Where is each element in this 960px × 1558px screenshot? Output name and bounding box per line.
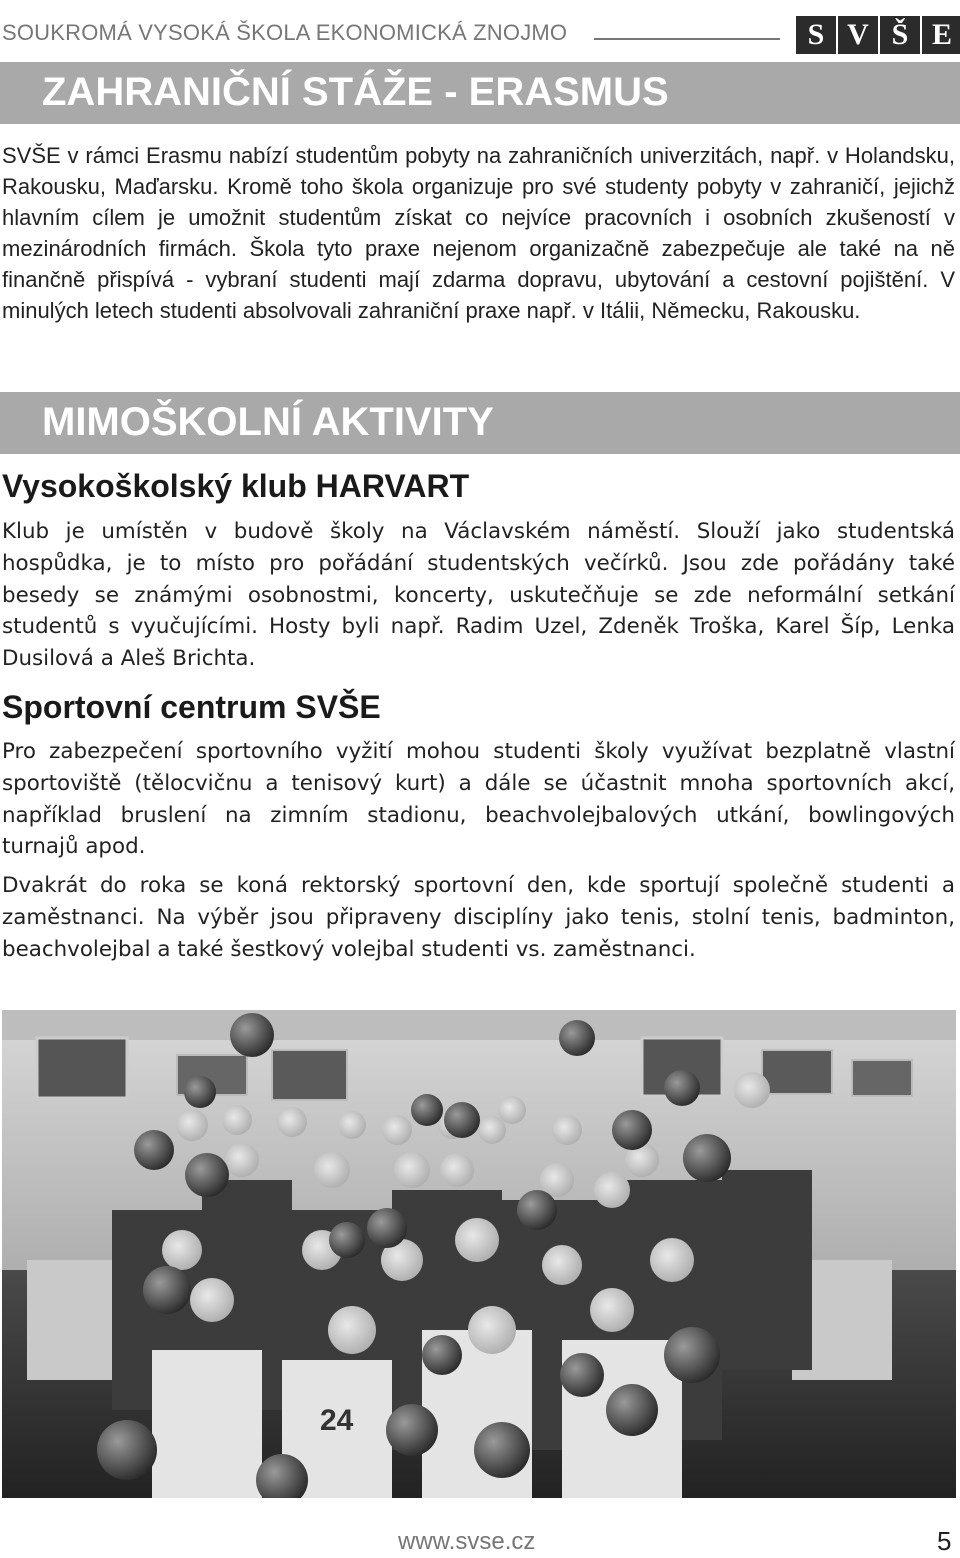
photo-illustration	[2, 1010, 956, 1498]
sport-paragraph-2: Dvakrát do roka se koná rektorský sportovní den, kde sportují společně studenti a zaměstnanci. Na výběr jsou připraveny disciplíny jako tenis, stolní tenis, badminton, beachvolejbal a také šestkový volejbal studenti vs. zaměstnanci.	[2, 873, 955, 962]
logo-letter: V	[838, 16, 878, 54]
svse-logo	[796, 16, 960, 54]
shirt-number: 24	[320, 1404, 354, 1437]
section-heading-text: MIMOŠKOLNÍ AKTIVITY	[42, 400, 494, 444]
school-name: SOUKROMÁ VYSOKÁ ŠKOLA EKONOMICKÁ ZNOJMO	[2, 20, 568, 45]
harvart-paragraph: Klub je umístěn v budově školy na Václavském náměstí. Slouží jako studentská hospůdka, je to místo pro pořádání studentských večírků. Jsou zde pořádány také besedy se známými osobnostmi, koncerty, uskutečňuje se zde neformální setkání studentů s vyučujícími. Hosty byli např. Radim Uzel, Zdeněk Troška, Karel Šíp, Lenka Dusilová a Aleš Brichta.	[2, 519, 955, 672]
page-number: 5	[937, 1526, 952, 1556]
section-heading-erasmus	[0, 62, 960, 124]
section-heading-text: ZAHRANIČNÍ STÁŽE - ERASMUS	[42, 70, 669, 114]
bowling-group-photo	[2, 1010, 956, 1498]
sport-paragraph-1: Pro zabezpečení sportovního vyžití mohou studenti školy využívat bezplatně vlastní sportoviště (tělocvičnu a tenisový kurt) a dále se účastnit mnoha sportovních akcí, například bruslení na zimním stadionu, beachvolejbalových utkání, bowlingových turnajů apod.	[2, 739, 955, 860]
logo-letter: E	[922, 16, 960, 54]
erasmus-paragraph: SVŠE v rámci Erasmu nabízí studentům pobyty na zahraničních univerzitách, např. v Holandsku, Rakousku, Maďarsku. Kromě toho škola organizuje pro své studenty pobyty v zahraničí, jejichž hlavním cílem je umožnit studentům získat co nejvíce pracovních i osobních zkušeností v mezinárodních firmách. Škola tyto praxe nejenom organizačně zabezpečuje ale také na ně finančně přispívá - vybraní studenti mají zdarma dopravu, ubytování a cestovní pojištění. V minulých letech studenti absolvovali zahraniční praxe např. v Itálii, Německu, Rakousku.	[2, 143, 955, 323]
subheading-sport: Sportovní centrum SVŠE	[2, 689, 381, 725]
page-header	[0, 14, 960, 51]
header-rule	[594, 38, 780, 40]
subheading-harvart: Vysokoškolský klub HARVART	[2, 468, 470, 504]
logo-letter: S	[796, 16, 836, 54]
section-heading-activities	[0, 392, 960, 454]
website-url: www.svse.cz	[398, 1528, 536, 1555]
logo-letter: Š	[880, 16, 920, 54]
